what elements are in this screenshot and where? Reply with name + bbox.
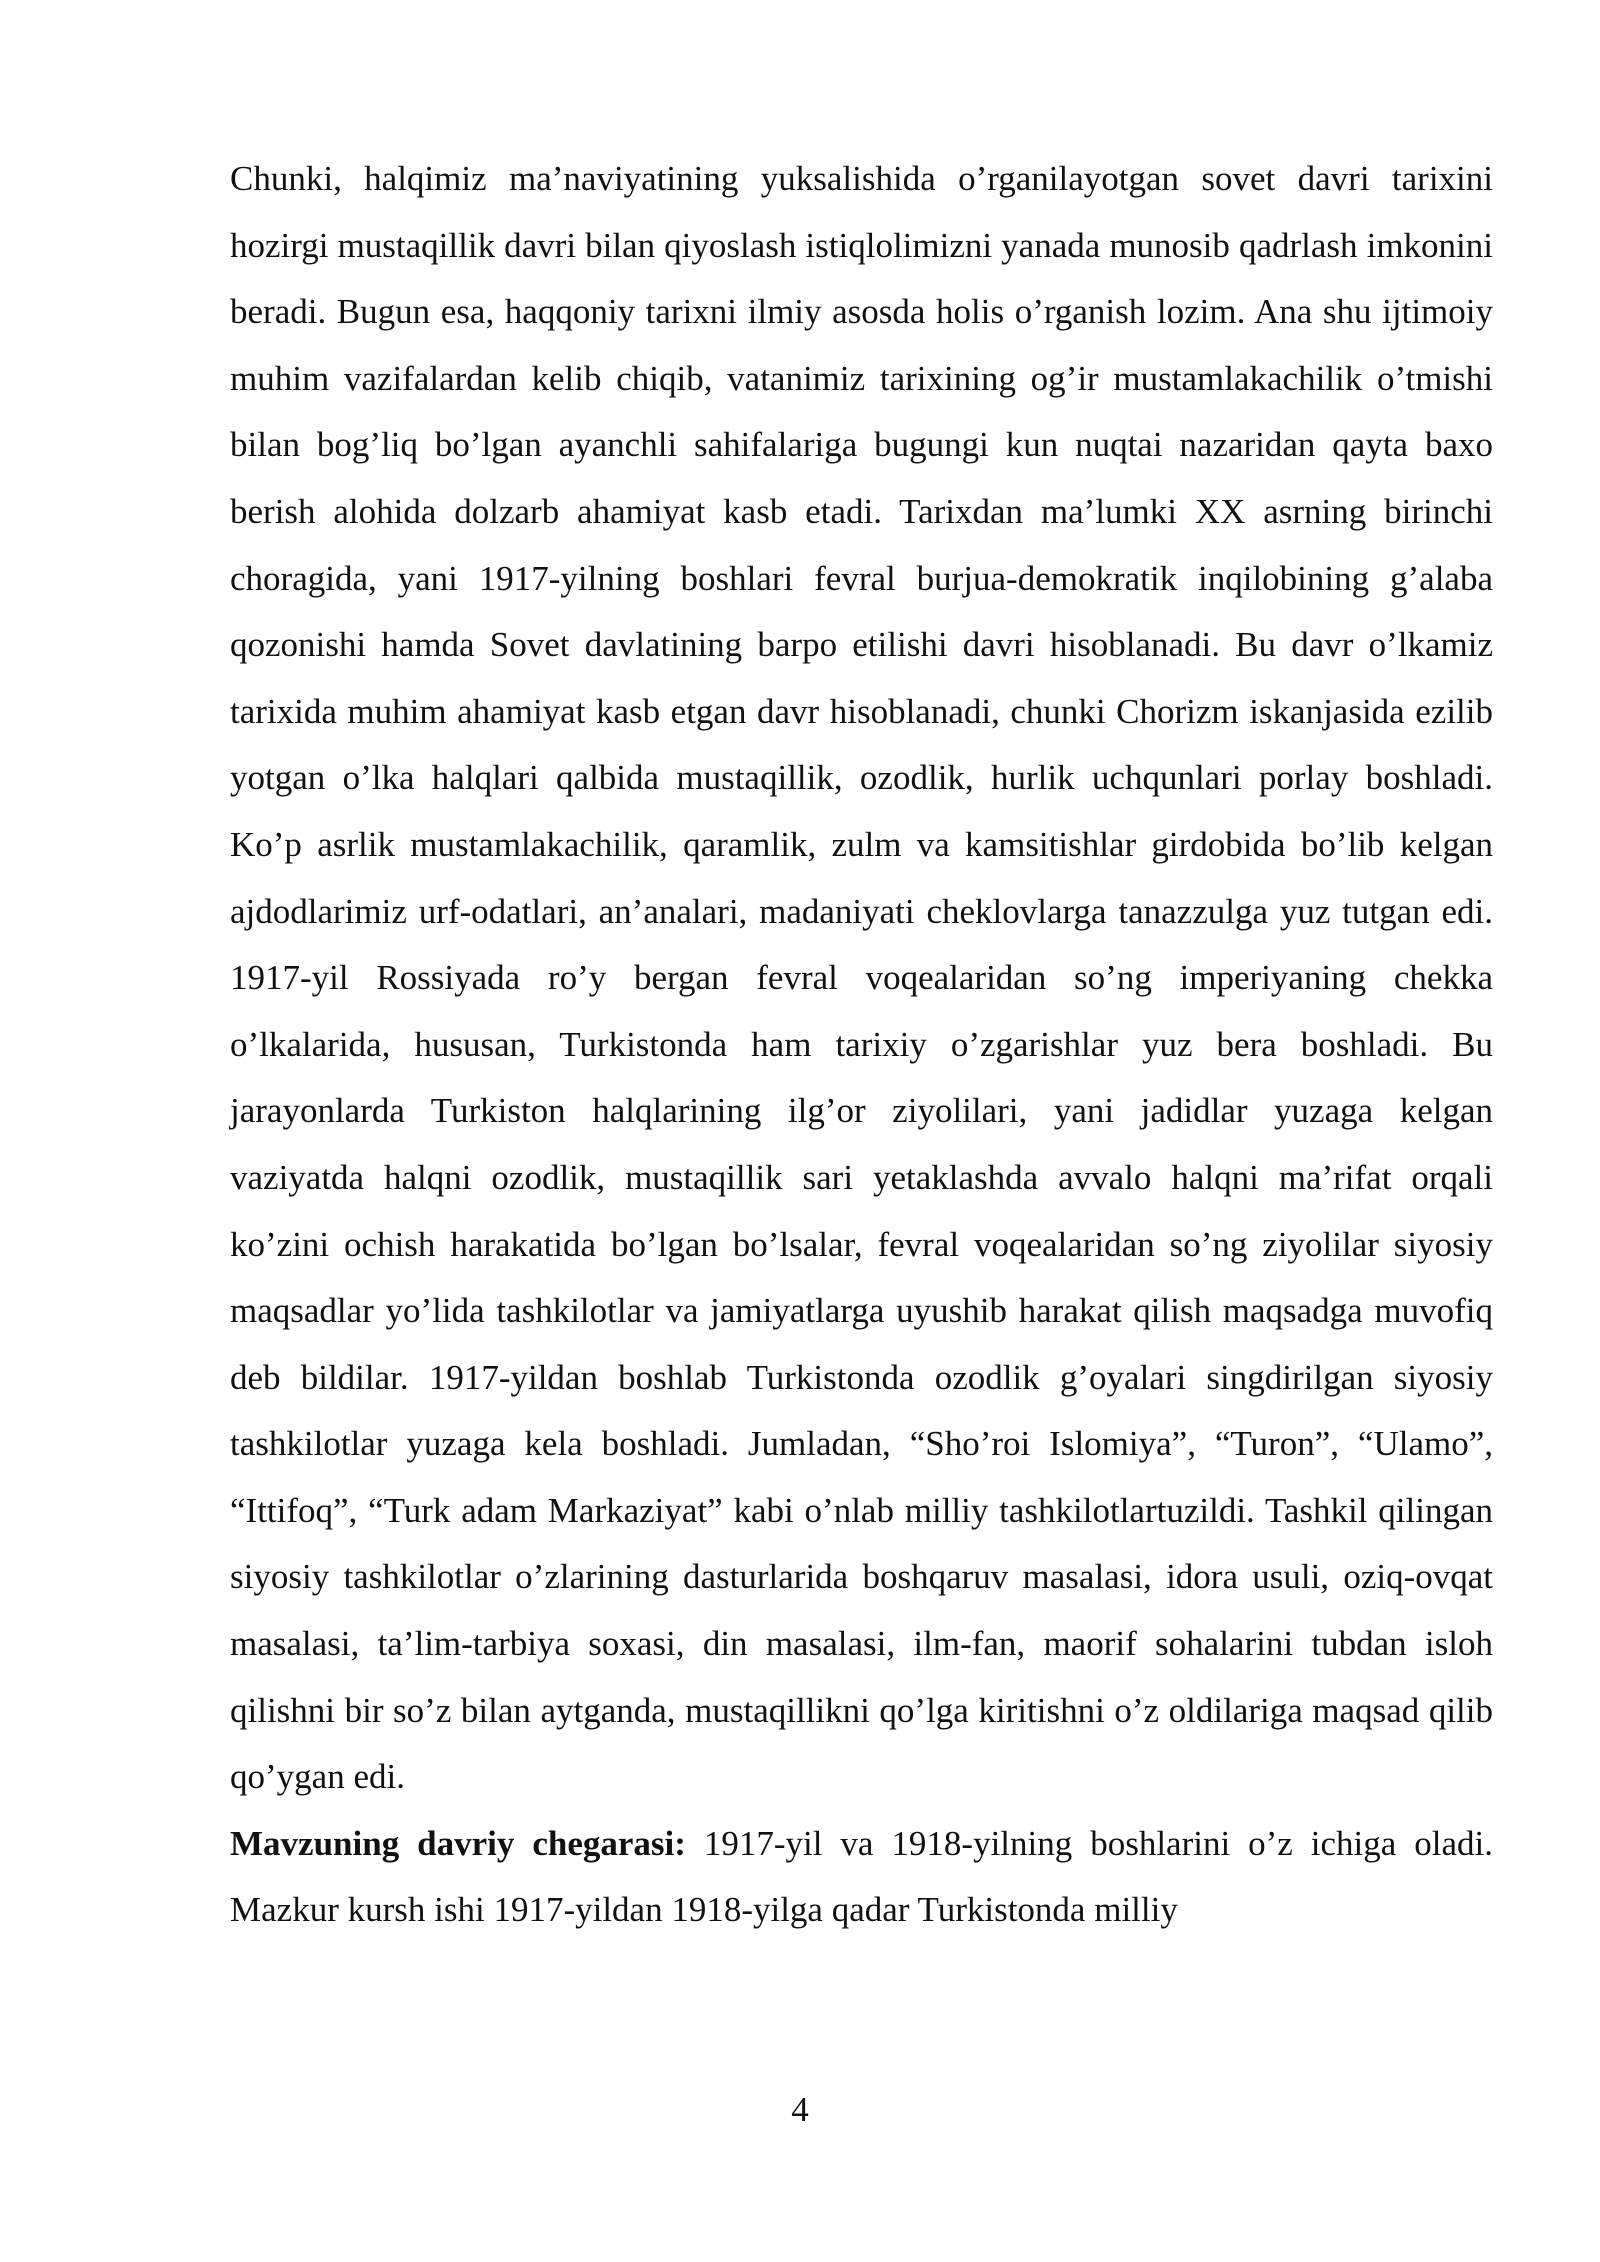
paragraph-text: 1917-yil va 1918-yilning boshlarini o’z ichiga oladi. Mazkur kursh ishi 1917-yildan 1918-yilga qadar Turkistonda milliy <box>230 1823 1494 1930</box>
section-heading-inline: Mavzuning davriy chegarasi: <box>230 1823 686 1863</box>
paragraph: Chunki, halqimiz ma’naviyatining yuksalishida o’rganilayotgan sovet davri tarixini hozirgi mustaqillik davri bilan qiyoslash istiqlolimizni yanada munosib qadrlash imkonini beradi. Bugun esa, haqqoniy tarixni ilmiy asosda holis o’rganish lozim. Ana shu ijtimoiy muhim vazifalardan kelib chiqib, vatanimiz tarixining og’ir mustamlakachilik o’tmishi bilan bog’liq bo’lgan ayanchli sahifalariga bugungi kun nuqtai nazaridan qayta baxo berish alohida dolzarb ahamiyat kasb etadi. Tarixdan ma’lumki XX asrning birinchi choragida, yani 1917-yilning boshlari fevral burjua-demokratik inqilobining g’alaba qozonishi hamda Sovet davlatining barpo etilishi davri hisoblanadi. Bu davr o’lkamiz tarixida muhim ahamiyat kasb etgan davr hisoblanadi, chunki Chorizm iskanjasida ezilib yotgan o’lka halqlari qalbida mustaqillik, ozodlik, hurlik uchqunlari porlay boshladi. Ko’p asrlik mustamlakachilik, qaramlik, zulm va kamsitishlar girdobida bo’lib kelgan ajdodlarimiz urf-odatlari, an’analari, madaniyati cheklovlarga tanazzulga yuz tutgan edi. 1917-yil Rossiyada ro’y bergan fevral voqealaridan so’ng imperiyaning chekka o’lkalarida, hususan, Turkistonda ham tarixiy o’zgarishlar yuz bera boshladi. Bu jarayonlarda Turkiston halqlarining ilg’or ziyolilari, yani jadidlar yuzaga kelgan vaziyatda halqni ozodlik, mustaqillik sari yetaklashda avvalo halqni ma’rifat orqali ko’zini ochish harakatida bo’lgan bo’lsalar, fevral voqealaridan so’ng ziyolilar siyosiy maqsadlar yo’lida tashkilotlar va jamiyatlarga uyushib harakat qilish maqsadga muvofiq deb bildilar. 1917-yildan boshlab Turkistonda ozodlik g’oyalari singdirilgan siyosiy tashkilotlar yuzaga kela boshladi. Jumladan, “Sho’roi Islomiya”, “Turon”, “Ulamo”, “Ittifoq”, “Turk adam Markaziyat” kabi o’nlab milliy tashkilotlartuzildi. Tashkil qilingan siyosiy tashkilotlar o’zlarining dasturlarida boshqaruv masalasi, idora usuli, oziq-ovqat masalasi, ta’lim-tarbiya soxasi, din masalasi, ilm-fan, maorif sohalarini tubdan isloh qilishni bir so’z bilan aytganda, mustaqillikni qo’lga kiritishni o’z oldilariga maqsad qilib qo’ygan edi. <box>230 159 1493 1797</box>
page-number: 4 <box>791 2090 809 2129</box>
paragraph <box>230 1811 1493 1944</box>
body-text <box>230 146 1493 1944</box>
